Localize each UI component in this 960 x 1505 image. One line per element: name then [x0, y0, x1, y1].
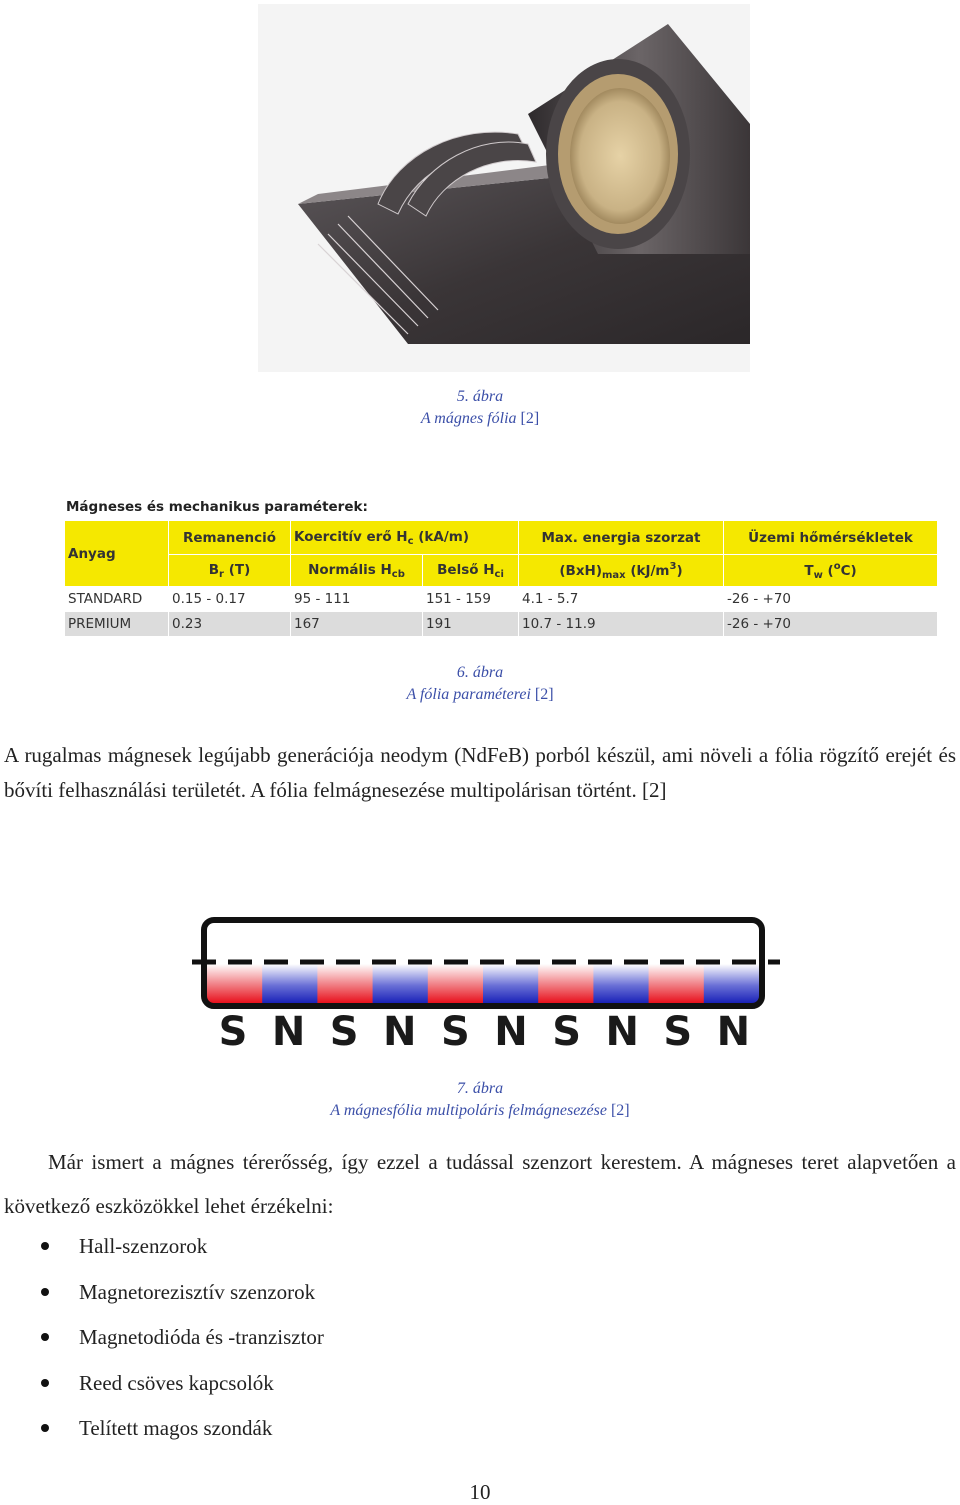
cell-material: PREMIUM: [65, 612, 169, 637]
multipolar-diagram: [188, 914, 784, 1054]
north-pole-segment: [262, 964, 318, 1003]
cell-energy: 10.7 - 11.9: [519, 612, 724, 637]
figure7-caption: [0, 1078, 960, 1122]
page-number: 10: [469, 1480, 491, 1504]
south-pole-segment: [428, 964, 484, 1003]
figure5-title: A mágnes fólia: [420, 410, 517, 427]
figure5-number: 5. ábra: [456, 388, 504, 405]
header-row-top: [65, 521, 938, 555]
pole-label: S: [329, 1009, 359, 1054]
figure7-number: 7. ábra: [456, 1080, 504, 1097]
south-pole-segment: [649, 964, 705, 1003]
sensor-list: [0, 1226, 324, 1454]
bullet-icon: [41, 1242, 49, 1250]
north-pole-segment: [704, 964, 760, 1003]
north-pole-segment: [593, 964, 649, 1003]
south-pole-segment: [207, 964, 263, 1003]
figure6-number: 6. ábra: [456, 664, 504, 681]
figure5-ref: [2]: [520, 410, 540, 427]
north-pole-segment: [483, 964, 539, 1003]
pole-label: N: [271, 1009, 306, 1054]
bullet-icon: [41, 1379, 49, 1387]
figure6-title: A fólia paraméterei: [406, 686, 531, 703]
south-pole-segment: [538, 964, 594, 1003]
header-coercive: Koercitív erő $H_c$ (kA/m): [291, 521, 519, 555]
pole-label: S: [218, 1009, 248, 1054]
cell-normal: 95 - 111: [291, 587, 423, 612]
header-remanence-symbol: $B_r$ (T): [169, 555, 291, 587]
pole-label: S: [663, 1009, 693, 1054]
pole-label: S: [440, 1009, 470, 1054]
header-temperature-symbol: $T_w$ ($^o$C): [724, 555, 938, 587]
figure6-ref: [2]: [534, 686, 554, 703]
paragraph-sensors-intro: Már ismert a mágnes térerősség, így ezzel a tudással szenzort kerestem. A mágneses teret alapvetően a következő eszközökkel lehet érzékelni:: [4, 1150, 956, 1218]
cell-temperature: -26 - +70: [724, 612, 938, 637]
header-normal: Normális $H_{cb}$: [291, 555, 423, 587]
north-pole-segment: [373, 964, 429, 1003]
pole-label: N: [383, 1009, 417, 1054]
bullet-icon: [41, 1333, 49, 1341]
header-material: Anyag: [65, 521, 169, 587]
south-pole-segment: [317, 964, 373, 1003]
list-item: Magnetorezisztív szenzorok: [0, 1272, 324, 1318]
figure7-ref: [2]: [610, 1102, 630, 1119]
cell-temperature: -26 - +70: [724, 587, 938, 612]
list-item: Hall-szenzorok: [0, 1226, 324, 1272]
parameter-table: [64, 520, 938, 637]
table-row: [65, 612, 938, 637]
cell-material: STANDARD: [65, 587, 169, 612]
pole-label: N: [605, 1009, 639, 1054]
cell-energy: 4.1 - 5.7: [519, 587, 724, 612]
cell-inner: 151 - 159: [423, 587, 519, 612]
pole-label: N: [494, 1009, 528, 1054]
cell-inner: 191: [423, 612, 519, 637]
list-item: Telített magos szondák: [0, 1408, 324, 1454]
header-energy-formula: $(BxH)_{max}$ $(kJ/m^3)$: [519, 555, 724, 587]
parameter-table-figure: [64, 494, 938, 637]
list-item: Magnetodióda és -tranzisztor: [0, 1317, 324, 1363]
pole-segments: [207, 964, 760, 1003]
magnetic-foil-photo: [258, 4, 750, 372]
header-inner: Belső $H_{ci}$: [423, 555, 519, 587]
header-temperature: Üzemi hőmérsékletek: [724, 521, 938, 555]
parameter-table-title: Mágneses és mechanikus paraméterek:: [66, 499, 368, 515]
pole-label: N: [716, 1009, 751, 1054]
list-item: Reed csöves kapcsolók: [0, 1363, 324, 1409]
paragraph-neodym: A rugalmas mágnesek legújabb generációja neodym (NdFeB) porból készül, ami növeli a fólia rögzítő erejét és bővíti felhasználási területét. A fólia felmágnesezése multipolárisan történt. [2]: [4, 743, 956, 802]
pole-label: S: [552, 1009, 582, 1054]
header-row-bottom: [65, 555, 938, 587]
cell-remanence: 0.23: [169, 612, 291, 637]
figure6-caption: [0, 662, 960, 706]
cell-normal: 167: [291, 612, 423, 637]
table-row: [65, 587, 938, 612]
header-remanence: Remanenció: [169, 521, 291, 555]
bullet-icon: [41, 1288, 49, 1296]
pole-labels: [219, 1009, 751, 1054]
figure7-title: A mágnesfólia multipoláris felmágnesezése: [330, 1102, 607, 1119]
figure5-caption: [0, 386, 960, 430]
header-energy: Max. energia szorzat: [519, 521, 724, 555]
cell-remanence: 0.15 - 0.17: [169, 587, 291, 612]
bullet-icon: [41, 1424, 49, 1432]
